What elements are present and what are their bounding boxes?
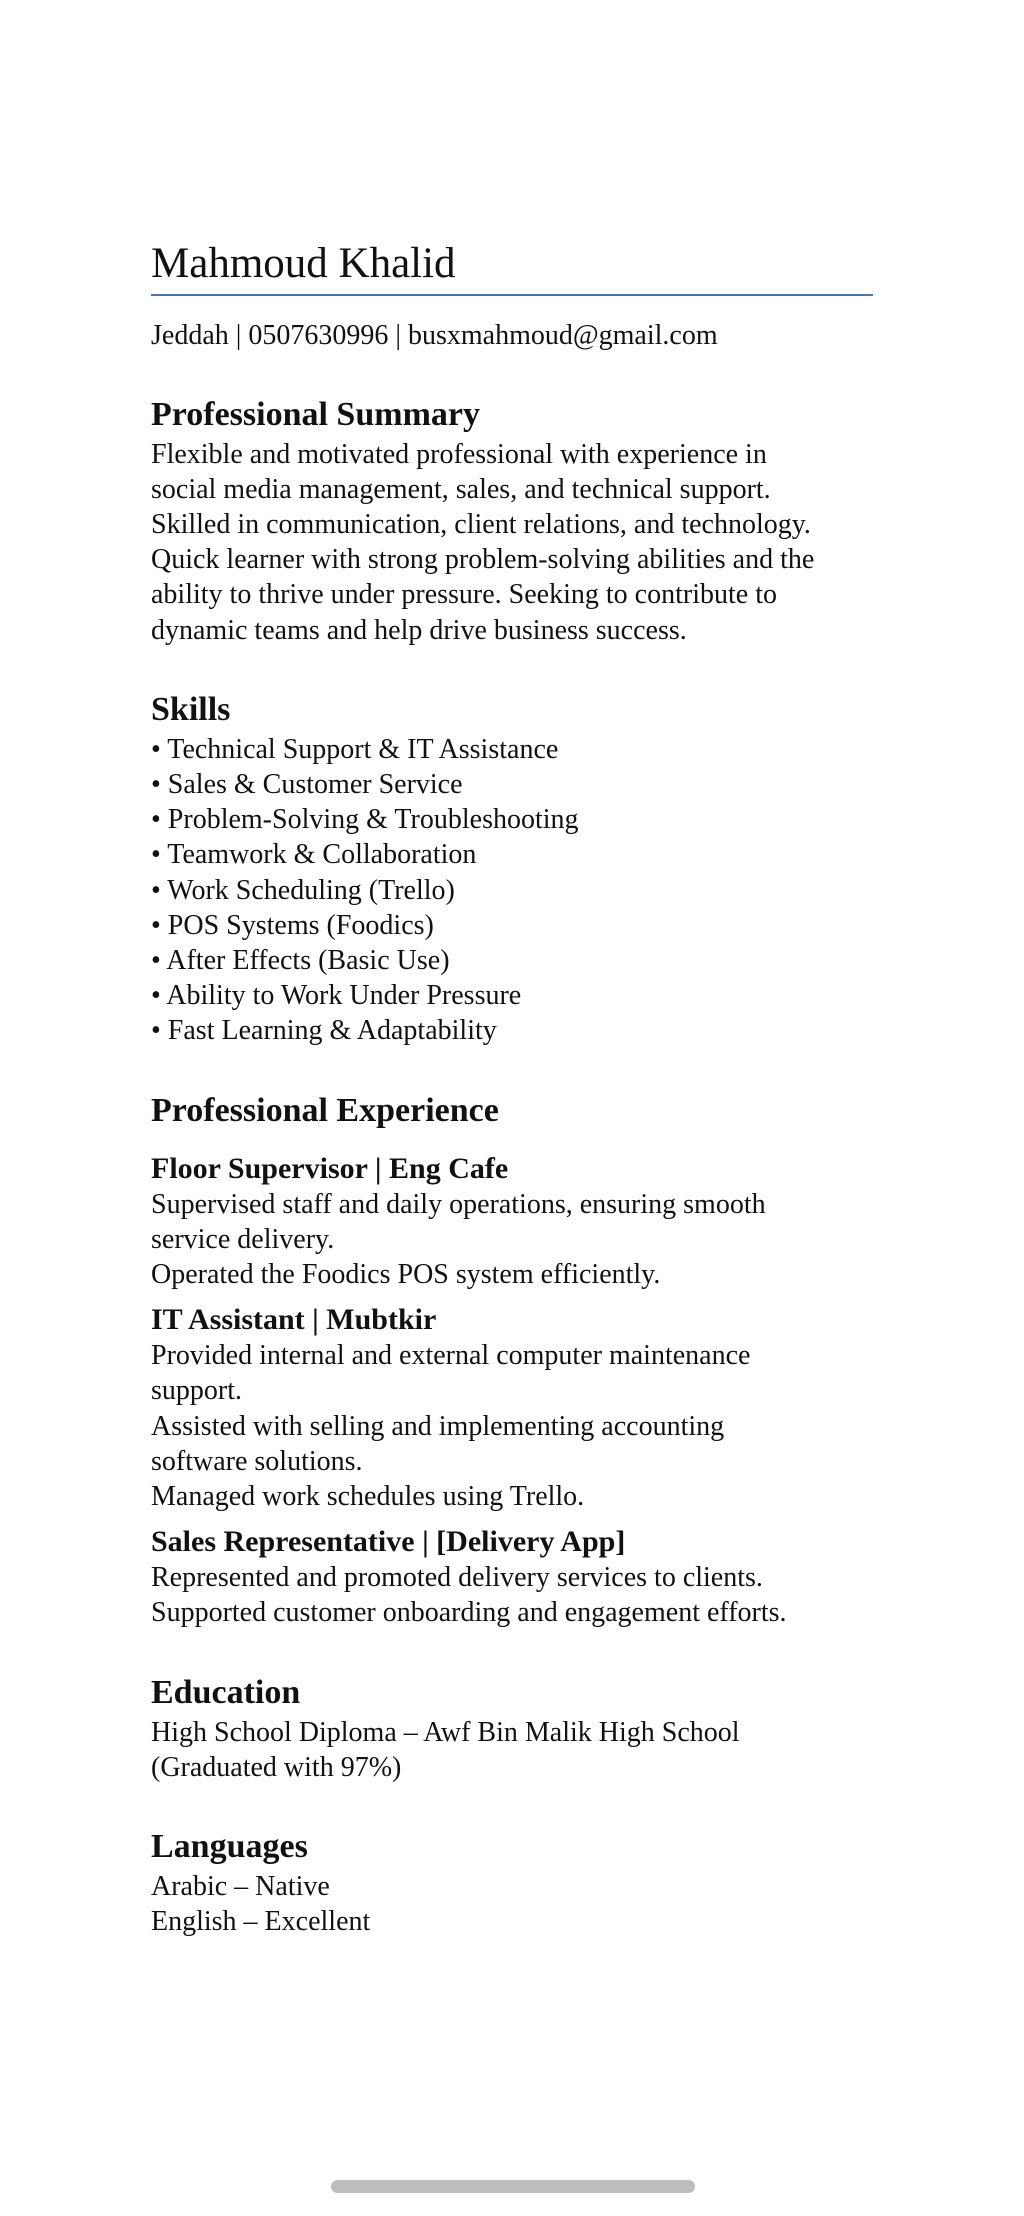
job-description-line: Represented and promoted delivery services to clients. [151,1562,763,1594]
skill-item: • Ability to Work Under Pressure [151,980,522,1012]
job-entry [151,1302,873,1514]
education-section [151,1673,873,1785]
skill-item: • Fast Learning & Adaptability [151,1015,497,1047]
summary-line: social media management, sales, and technical support. [151,473,771,505]
summary-line: Flexible and motivated professional with experience in [151,438,767,470]
skill-item: • Sales & Customer Service [151,769,463,801]
job-description-line: Assisted with selling and implementing accounting [151,1410,725,1442]
education-line: High School Diploma – Awf Bin Malik High School [151,1716,740,1748]
experience-heading: Professional Experience [151,1091,499,1129]
job-description-line: Managed work schedules using Trello. [151,1481,585,1513]
skill-item: • Work Scheduling (Trello) [151,874,455,906]
skills-list [151,732,873,1049]
job-description-line: Provided internal and external computer maintenance [151,1340,751,1372]
job-title: IT Assistant | Mubtkir [151,1303,437,1337]
job-description-line: software solutions. [151,1445,363,1477]
summary-line: Quick learner with strong problem-solving abilities and the [151,544,815,576]
job-entry [151,1524,873,1630]
home-indicator-bar[interactable] [331,2180,695,2193]
experience-section [151,1091,873,1631]
skills-section [151,690,873,1049]
language-line: Arabic – Native [151,1871,330,1903]
contact-line: Jeddah | 0507630996 | busxmahmoud@gmail.com [151,319,718,351]
skill-item: • After Effects (Basic Use) [151,945,450,977]
job-description-line: Supervised staff and daily operations, ensuring smooth [151,1188,766,1220]
job-entry [151,1151,873,1293]
job-description-line: Operated the Foodics POS system efficiently. [151,1259,661,1291]
language-line: English – Excellent [151,1906,371,1938]
job-description-line: Supported customer onboarding and engagement efforts. [151,1597,787,1629]
job-description-line: service delivery. [151,1223,335,1255]
education-heading: Education [151,1673,301,1711]
education-line: (Graduated with 97%) [151,1751,402,1783]
summary-line: dynamic teams and help drive business success. [151,614,687,646]
skill-item: • POS Systems (Foodics) [151,909,434,941]
summary-line: ability to thrive under pressure. Seeking to contribute to [151,579,777,611]
job-title: Sales Representative | [Delivery App] [151,1525,626,1559]
job-title: Floor Supervisor | Eng Cafe [151,1151,509,1185]
skills-heading: Skills [151,690,231,728]
skill-item: • Problem-Solving & Troubleshooting [151,804,579,836]
skill-item: • Teamwork & Collaboration [151,839,477,871]
summary-line: Skilled in communication, client relations, and technology. [151,509,811,540]
languages-section [151,1827,873,1939]
summary-section [151,395,873,648]
job-description-line: support. [151,1375,242,1407]
summary-heading: Professional Summary [151,395,480,433]
resume-document [151,238,873,1939]
skill-item: • Technical Support & IT Assistance [151,733,559,765]
languages-heading: Languages [151,1828,308,1866]
resume-name: Mahmoud Khalid [151,238,873,296]
